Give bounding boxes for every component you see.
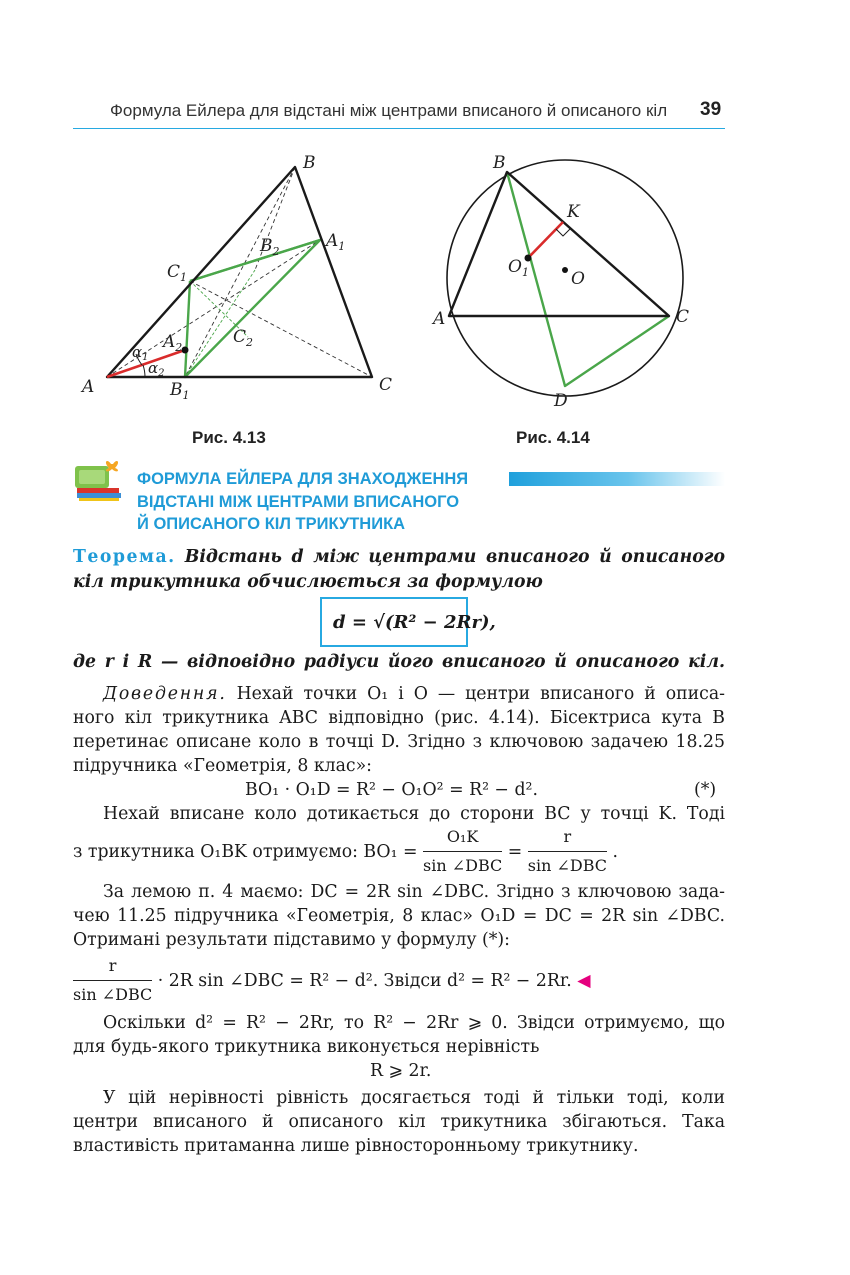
- equals-sign: =: [507, 841, 523, 862]
- section-title-line: Й ОПИСАНОГО КІЛ ТРИКУТНИКА: [137, 515, 406, 533]
- proof-line-10: Оскільки d² = R² − 2Rr, то R² − 2Rr ⩾ 0. Звідси отримуємо, що: [103, 1013, 725, 1033]
- theorem-label: Теорема.: [73, 547, 176, 567]
- theorem-line-3: де r і R — відповідно радіуси його вписаного й описаного кіл.: [73, 652, 725, 672]
- euler-formula: d = √(R² − 2Rr),: [333, 612, 496, 633]
- theorem-line-2: кіл трикутника обчислюється за формулою: [73, 572, 543, 592]
- figure-4-14-caption: Рис. 4.14: [516, 428, 590, 447]
- right-angle-mark: [556, 229, 570, 236]
- label-d: D: [554, 391, 568, 411]
- section-title-bar: [509, 472, 725, 486]
- label-b1: $B_1$: [170, 380, 190, 402]
- circumcircle: [447, 160, 683, 396]
- proof-end-marker: ◀: [577, 970, 591, 991]
- label-b2: $B_2$: [260, 236, 280, 258]
- label-c2: $C_2$: [233, 327, 254, 349]
- label-o: O: [571, 269, 585, 289]
- label-a: A: [82, 377, 95, 397]
- section-title-line: ФОРМУЛА ЕЙЛЕРА ДЛЯ ЗНАХОДЖЕННЯ: [137, 470, 469, 488]
- proof-line-2: ного кіл трикутника ABC відповідно (рис. 4.14). Бісектриса кута B: [73, 708, 725, 728]
- label-alpha1: $\alpha_1$: [132, 343, 149, 363]
- running-header-title: Формула Ейлера для відстані між центрами вписаного й описаного кіл: [110, 101, 668, 120]
- theorem-text: Відстань d між центрами вписаного й описаного: [184, 547, 725, 567]
- proof-line-1: [103, 682, 725, 706]
- fraction-o1k: [423, 824, 502, 879]
- equation-star: BO₁ · O₁D = R² − O₁O² = R² − d².: [245, 780, 538, 800]
- green-bisector-path: [507, 172, 669, 386]
- proof-line-8: чею 11.25 підручника «Геометрія, 8 клас» O₁D = DC = 2R sin ∠DBC.: [73, 906, 725, 926]
- header-rule: [73, 128, 725, 129]
- label-c1: $C_1$: [167, 262, 188, 284]
- books-with-butterfly-icon: [73, 458, 125, 502]
- point-o: [562, 267, 568, 273]
- label-c: C: [379, 375, 393, 395]
- section-title: [137, 468, 517, 536]
- angle-arc: [143, 365, 145, 377]
- label-a1: $A_1$: [326, 231, 346, 253]
- line-end-period: .: [612, 841, 618, 862]
- label-o1: $O_1$: [508, 257, 529, 279]
- proof-line-12: У цій нерівності рівність досягається тоді й тільки тоді, коли: [103, 1088, 725, 1108]
- proof-line-13: центри вписаного й описаного кіл трикутника збігаються. Така: [73, 1112, 725, 1132]
- radius-o1k: [528, 222, 563, 258]
- fraction-r: [528, 824, 607, 879]
- dashed-line: [190, 281, 372, 377]
- proof-label: Доведення.: [103, 684, 227, 704]
- fraction-denominator: sin ∠DBC: [73, 985, 153, 1004]
- proof-line-6: [73, 824, 725, 879]
- point-o1: [525, 255, 532, 262]
- proof-line-6-prefix: з трикутника O₁BK отримуємо: BO₁ =: [73, 841, 418, 862]
- equation-2-text: · 2R sin ∠DBC = R² − d². Звідси d² = R² − 2Rr.: [157, 970, 572, 991]
- label-b: B: [493, 153, 506, 173]
- page-number: 39: [700, 99, 722, 120]
- label-a: A: [433, 309, 446, 329]
- label-a2: $A_2$: [163, 332, 183, 354]
- point-a2: [182, 347, 189, 354]
- figure-4-13-caption: Рис. 4.13: [192, 428, 266, 447]
- fraction-numerator: r: [73, 953, 152, 981]
- proof-line-5: Нехай вписане коло дотикається до сторони BC у точці K. Тоді: [103, 804, 725, 824]
- proof-line-3: перетинає описане коло в точці D. Згідно з ключовою задачею 18.25: [73, 732, 725, 752]
- fraction-numerator: O₁K: [423, 824, 502, 852]
- fraction-numerator: r: [528, 824, 607, 852]
- equation-tag: (*): [694, 780, 717, 800]
- theorem-line-1: [73, 545, 725, 569]
- label-alpha2: $\alpha_2$: [148, 359, 165, 379]
- inequality: R ⩾ 2r.: [370, 1061, 432, 1081]
- proof-text: Нехай точки O₁ і O — центри вписаного й описа-: [236, 684, 725, 704]
- section-title-line: ВІДСТАНІ МІЖ ЦЕНТРАМИ ВПИСАНОГО: [137, 492, 460, 511]
- proof-equation-2: [73, 953, 725, 1008]
- proof-line-4: підручника «Геометрія, 8 клас»:: [73, 756, 372, 776]
- label-c: C: [676, 307, 690, 327]
- fraction-r-sin: [73, 953, 152, 1008]
- label-b: B: [303, 153, 316, 173]
- fraction-denominator: sin ∠DBC: [423, 856, 503, 875]
- figure-4-14: [425, 150, 725, 415]
- proof-line-9: Отримані результати підставимо у формулу (*):: [73, 930, 510, 950]
- proof-line-7: За лемою п. 4 маємо: DC = 2R sin ∠DBC. Згідно з ключовою зада-: [103, 882, 725, 902]
- fraction-denominator: sin ∠DBC: [527, 856, 607, 875]
- figure-4-13: [70, 150, 410, 410]
- proof-line-14: властивість притаманна лише рівносторонньому трикутнику.: [73, 1136, 639, 1156]
- label-k: K: [567, 202, 580, 222]
- proof-line-11: для будь-якого трикутника виконується нерівність: [73, 1037, 540, 1057]
